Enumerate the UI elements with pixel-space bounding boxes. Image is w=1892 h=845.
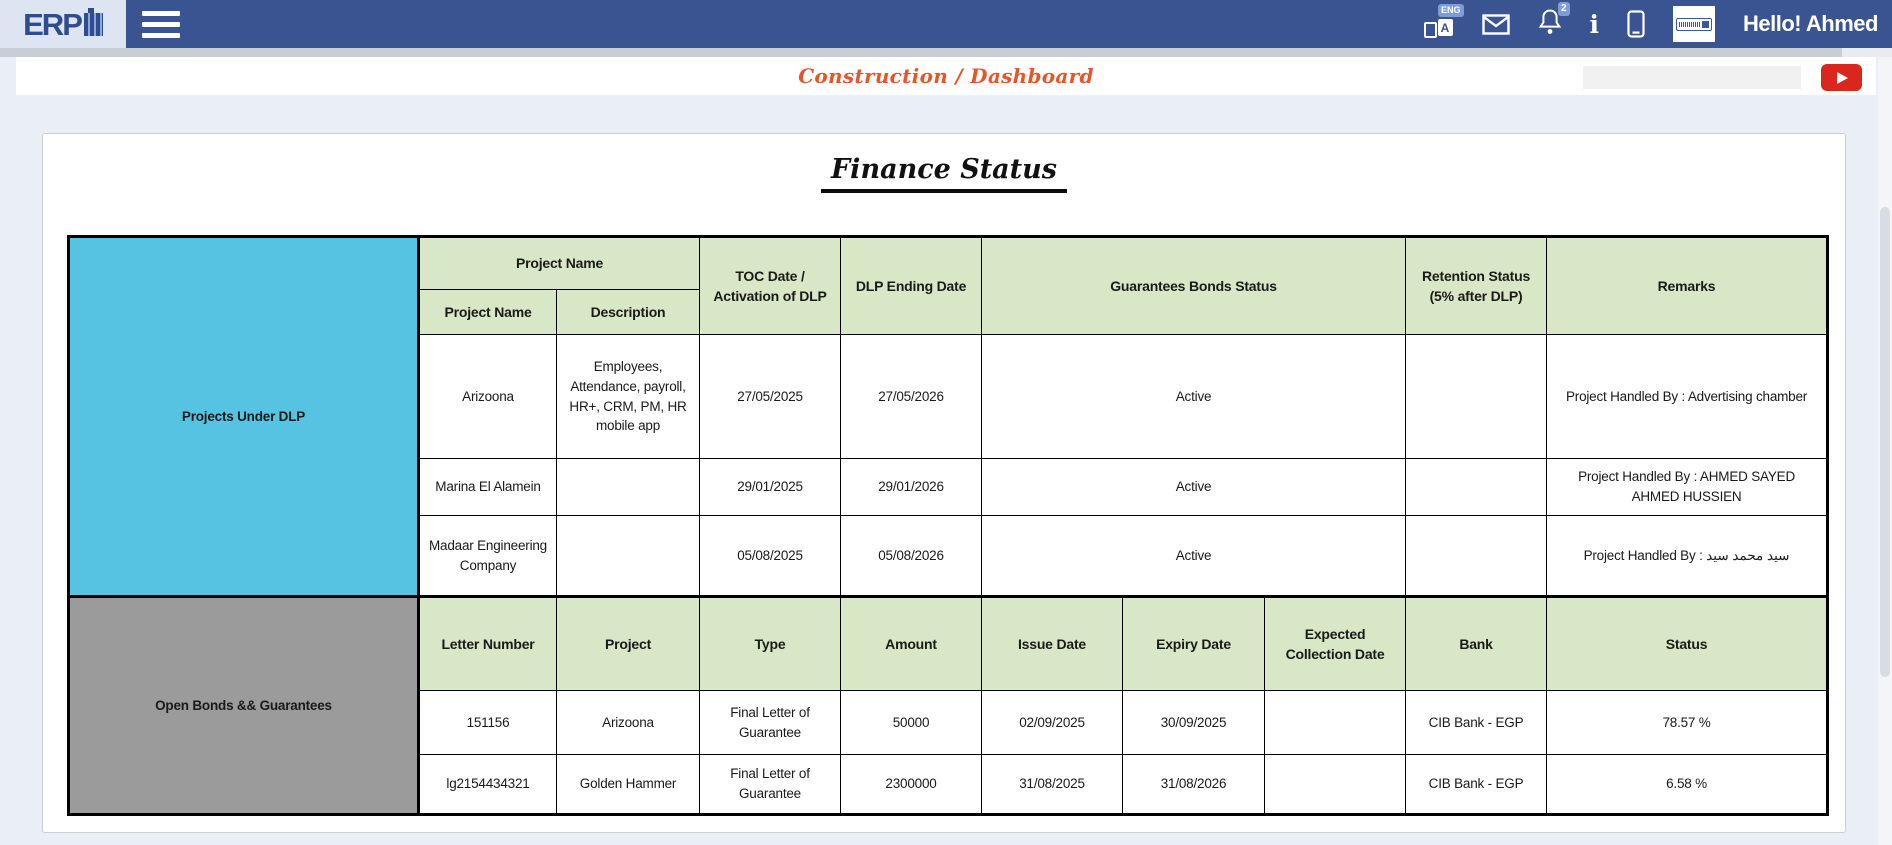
cell-bonds-status: Active (982, 335, 1406, 459)
company-logo-badge[interactable] (1673, 6, 1715, 42)
user-greeting[interactable]: Hello! Ahmed (1743, 11, 1878, 36)
col-header-dlp-ending-date: DLP Ending Date (841, 237, 982, 335)
col-header-toc-date: TOC Date / Activation of DLP (700, 237, 841, 335)
col-header-amount: Amount (841, 597, 982, 691)
cell-remarks: Project Handled By : AHMED SAYED AHMED HUSSIEN (1547, 459, 1828, 516)
translate-letter-icon: A (1438, 19, 1453, 36)
col-header-bank: Bank (1406, 597, 1547, 691)
col-header-remarks: Remarks (1547, 237, 1828, 335)
cell-project: Golden Hammer (557, 755, 700, 815)
cell-bonds-status: Active (982, 459, 1406, 516)
notifications-bell-icon[interactable] (1538, 3, 1567, 40)
cell-description (557, 516, 700, 597)
menu-hamburger-icon[interactable] (142, 11, 180, 38)
cell-amount: 2300000 (841, 755, 982, 815)
section-label-open-bonds: Open Bonds && Guarantees (69, 597, 419, 815)
info-icon[interactable]: i (1589, 9, 1600, 39)
col-header-letter-number: Letter Number (419, 597, 557, 691)
cell-project: Arizoona (557, 691, 700, 755)
col-header-expiry-date: Expiry Date (1123, 597, 1265, 691)
cell-status: 78.57 % (1547, 691, 1828, 755)
col-header-project: Project (557, 597, 700, 691)
cell-project: Arizoona (419, 335, 557, 459)
cell-expected-collection (1265, 755, 1406, 815)
cell-expiry-date: 30/09/2025 (1123, 691, 1265, 755)
bonds-header-row (69, 597, 1828, 691)
search-input[interactable] (1583, 66, 1801, 89)
language-badge: ENG (1438, 4, 1464, 17)
cell-remarks: Project Handled By : سيد محمد سيد (1547, 516, 1828, 597)
app-logo[interactable] (0, 0, 126, 48)
cell-bonds-status: Active (982, 516, 1406, 597)
language-icon[interactable] (1424, 5, 1461, 40)
col-header-type: Type (700, 597, 841, 691)
cell-type: Final Letter of Guarantee (700, 755, 841, 815)
cell-toc-date: 05/08/2025 (700, 516, 841, 597)
cell-toc-date: 27/05/2025 (700, 335, 841, 459)
cell-retention (1406, 516, 1547, 597)
cell-expected-collection (1265, 691, 1406, 755)
horizontal-scrollbar[interactable] (0, 48, 1892, 57)
cell-description: Employees, Attendance, payroll, HR+, CRM, PM, HR mobile app (557, 335, 700, 459)
finance-status-card (42, 133, 1846, 833)
cell-retention (1406, 335, 1547, 459)
cell-remarks: Project Handled By : Advertising chamber (1547, 335, 1828, 459)
breadcrumb-controls (1583, 64, 1862, 91)
cell-issue-date: 02/09/2025 (982, 691, 1123, 755)
cell-expiry-date: 31/08/2026 (1123, 755, 1265, 815)
cell-project: Madaar Engineering Company (419, 516, 557, 597)
col-header-retention-status: Retention Status (5% after DLP) (1406, 237, 1547, 335)
cell-retention (1406, 459, 1547, 516)
cell-dlp-ending: 29/01/2026 (841, 459, 982, 516)
cell-description (557, 459, 700, 516)
col-header-project-name: Project Name (419, 290, 557, 335)
top-navbar (0, 0, 1892, 48)
cell-letter-number: 151156 (419, 691, 557, 755)
cell-bank: CIB Bank - EGP (1406, 691, 1547, 755)
breadcrumb: Construction / Dashboard (798, 64, 1094, 88)
play-icon (1837, 72, 1848, 84)
section-label-projects-under-dlp: Projects Under DLP (69, 237, 419, 597)
cell-amount: 50000 (841, 691, 982, 755)
app-logo-text: ERP (23, 6, 81, 42)
cell-issue-date: 31/08/2025 (982, 755, 1123, 815)
company-logo-pill (1676, 18, 1712, 31)
cell-project: Marina El Alamein (419, 459, 557, 516)
vertical-scrollbar-thumb[interactable] (1880, 207, 1890, 677)
finance-status-table (67, 235, 1829, 816)
col-header-project-name-group: Project Name (419, 237, 700, 290)
col-header-issue-date: Issue Date (982, 597, 1123, 691)
notification-count-badge: 2 (1558, 2, 1570, 16)
translate-ghost-icon (1424, 22, 1437, 38)
topbar-actions (1424, 3, 1892, 42)
play-button[interactable] (1821, 64, 1862, 91)
col-header-description: Description (557, 290, 700, 335)
dlp-header-row-1 (69, 237, 1828, 290)
col-header-guarantees-bonds-status: Guarantees Bonds Status (982, 237, 1406, 335)
building-icon (84, 13, 103, 36)
cell-dlp-ending: 27/05/2026 (841, 335, 982, 459)
mobile-phone-icon[interactable] (1627, 10, 1645, 38)
breadcrumb-bar (16, 57, 1876, 95)
cell-dlp-ending: 05/08/2026 (841, 516, 982, 597)
cell-letter-number: lg2154434321 (419, 755, 557, 815)
page-title: Finance Status (821, 154, 1067, 193)
cell-type: Final Letter of Guarantee (700, 691, 841, 755)
col-header-status: Status (1547, 597, 1828, 691)
cell-bank: CIB Bank - EGP (1406, 755, 1547, 815)
mail-icon[interactable] (1482, 14, 1510, 35)
col-header-expected-collection: Expected Collection Date (1265, 597, 1406, 691)
vertical-scrollbar[interactable] (1878, 57, 1892, 845)
cell-toc-date: 29/01/2025 (700, 459, 841, 516)
cell-status: 6.58 % (1547, 755, 1828, 815)
